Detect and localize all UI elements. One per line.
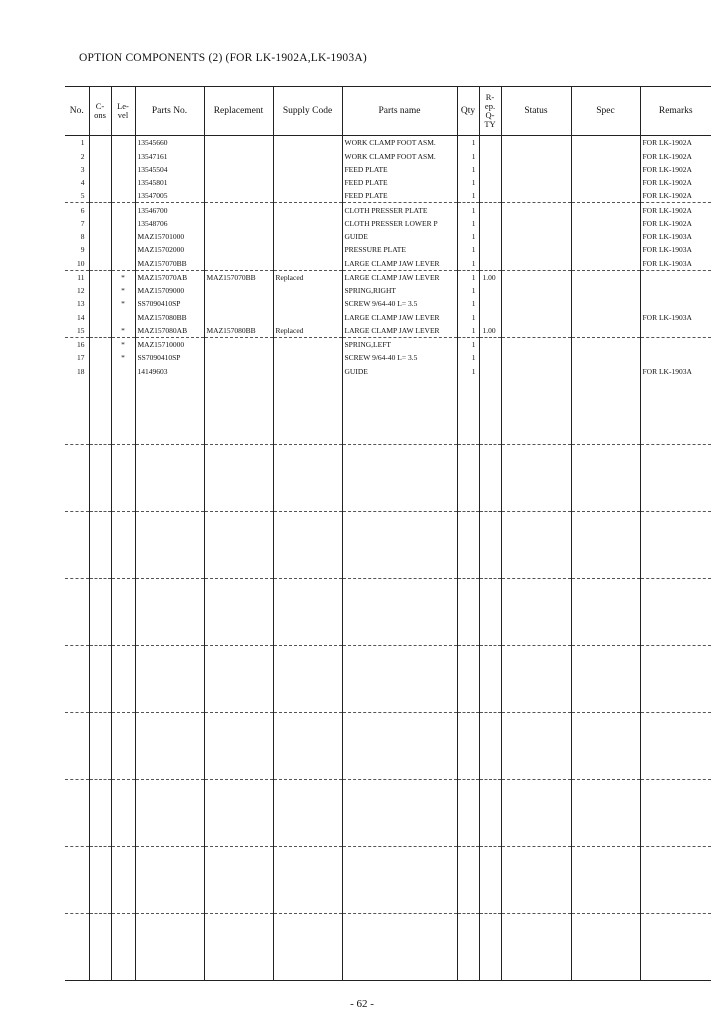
cell-status: [501, 176, 571, 189]
cell-parts-no: SS7090410SP: [135, 297, 204, 310]
cell-level: *: [111, 270, 135, 284]
cell-supply-code: [273, 364, 342, 377]
blank-block: [65, 444, 711, 511]
header-no: No.: [65, 87, 89, 136]
cell-spec: [571, 270, 640, 284]
cell-supply-code: [273, 230, 342, 243]
cell-replacement: [204, 149, 273, 162]
cell-remarks: [640, 337, 711, 351]
table-row: [65, 243, 711, 256]
cell-remarks: [640, 297, 711, 310]
cell-status: [501, 337, 571, 351]
cell-remarks: FOR LK-1902A: [640, 136, 711, 150]
cell-rep-qty: 1.00: [479, 270, 501, 284]
cell-supply-code: [273, 149, 342, 162]
cell-level: [111, 136, 135, 150]
cell-qty: 1: [457, 203, 479, 217]
table-row: [65, 217, 711, 230]
cell-spec: [571, 284, 640, 297]
cell-qty: 1: [457, 284, 479, 297]
cell-remarks: FOR LK-1902A: [640, 217, 711, 230]
cell-remarks: FOR LK-1903A: [640, 230, 711, 243]
cell-no: 8: [80, 232, 85, 241]
cell-qty: 1: [457, 364, 479, 377]
cell-qty: 1: [457, 243, 479, 256]
cell-cons: [89, 256, 111, 270]
cell-parts-no: MAZ15701000: [135, 230, 204, 243]
cell-level: [111, 176, 135, 189]
cell-rep-qty: [479, 256, 501, 270]
cell-remarks: [640, 351, 711, 364]
cell-parts-name: SPRING,LEFT: [342, 337, 457, 351]
cell-level: [111, 310, 135, 323]
cell-cons: [89, 163, 111, 176]
cell-spec: [571, 189, 640, 203]
cell-level: *: [111, 337, 135, 351]
cell-status: [501, 270, 571, 284]
cell-spec: [571, 337, 640, 351]
cell-cons: [89, 230, 111, 243]
cell-parts-no: MAZ15702000: [135, 243, 204, 256]
cell-qty: 1: [457, 230, 479, 243]
cell-spec: [571, 324, 640, 338]
cell-parts-no: MAZ157080BB: [135, 310, 204, 323]
table-row: [65, 364, 711, 377]
header-rep-qty: R- ep. Q- TY: [479, 87, 501, 136]
cell-qty: 1: [457, 324, 479, 338]
cell-replacement: [204, 337, 273, 351]
cell-rep-qty: [479, 189, 501, 203]
cell-rep-qty: [479, 297, 501, 310]
cell-spec: [571, 364, 640, 377]
header-spec: Spec: [571, 87, 640, 136]
cell-remarks: FOR LK-1903A: [640, 256, 711, 270]
header-cons: C- ons: [89, 87, 111, 136]
cell-qty: 1: [457, 351, 479, 364]
header-qty: Qty: [457, 87, 479, 136]
cell-parts-name: GUIDE: [342, 230, 457, 243]
cell-level: *: [111, 284, 135, 297]
table-row: [65, 310, 711, 323]
cell-status: [501, 136, 571, 150]
table-row: [65, 203, 711, 217]
cell-replacement: [204, 351, 273, 364]
cell-supply-code: Replaced: [273, 324, 342, 338]
header-replacement: Replacement: [204, 87, 273, 136]
cell-supply-code: [273, 243, 342, 256]
blank-block: [65, 511, 711, 578]
cell-status: [501, 310, 571, 323]
cell-replacement: [204, 297, 273, 310]
cell-cons: [89, 324, 111, 338]
cell-parts-no: MAZ157070AB: [135, 270, 204, 284]
cell-qty: 1: [457, 163, 479, 176]
cell-level: [111, 364, 135, 377]
cell-rep-qty: [479, 176, 501, 189]
header-level: Le- vel: [111, 87, 135, 136]
cell-rep-qty: [479, 351, 501, 364]
cell-level: [111, 243, 135, 256]
header-supply-code: Supply Code: [273, 87, 342, 136]
cell-level: [111, 149, 135, 162]
cell-parts-name: WORK CLAMP FOOT ASM.: [342, 136, 457, 150]
cell-parts-no: 13546700: [135, 203, 204, 217]
cell-parts-no: MAZ157080AB: [135, 324, 204, 338]
cell-cons: [89, 297, 111, 310]
cell-parts-name: CLOTH PRESSER PLATE: [342, 203, 457, 217]
cell-status: [501, 189, 571, 203]
cell-supply-code: [273, 163, 342, 176]
cell-rep-qty: [479, 284, 501, 297]
cell-cons: [89, 176, 111, 189]
cell-qty: 1: [457, 176, 479, 189]
cell-level: [111, 189, 135, 203]
cell-qty: 1: [457, 297, 479, 310]
cell-cons: [89, 364, 111, 377]
cell-supply-code: [273, 337, 342, 351]
cell-supply-code: [273, 284, 342, 297]
header-status: Status: [501, 87, 571, 136]
cell-no: 17: [77, 353, 85, 363]
cell-no: 18: [77, 366, 85, 376]
cell-status: [501, 203, 571, 217]
parts-table: [65, 86, 711, 981]
cell-cons: [89, 270, 111, 284]
cell-status: [501, 364, 571, 377]
cell-parts-name: CLOTH PRESSER LOWER P: [342, 217, 457, 230]
cell-qty: 1: [457, 270, 479, 284]
cell-replacement: [204, 163, 273, 176]
cell-level: [111, 230, 135, 243]
cell-rep-qty: [479, 203, 501, 217]
cell-replacement: [204, 189, 273, 203]
cell-rep-qty: [479, 163, 501, 176]
cell-cons: [89, 284, 111, 297]
cell-spec: [571, 256, 640, 270]
cell-status: [501, 217, 571, 230]
cell-qty: 1: [457, 256, 479, 270]
cell-no: 2: [80, 151, 85, 161]
cell-parts-no: MAZ15709000: [135, 284, 204, 297]
blank-block: [65, 378, 711, 445]
cell-no: 5: [65, 189, 89, 203]
cell-cons: [89, 136, 111, 150]
blank-block: [65, 578, 711, 645]
header-parts-name: Parts name: [342, 87, 457, 136]
cell-no: 4: [80, 178, 85, 187]
cell-parts-no: 13545660: [135, 136, 204, 150]
cell-supply-code: [273, 217, 342, 230]
cell-supply-code: Replaced: [273, 270, 342, 284]
table-row: [65, 270, 711, 284]
cell-level: *: [111, 351, 135, 364]
cell-no: 15: [65, 324, 89, 338]
table-row: [65, 297, 711, 310]
cell-rep-qty: 1.00: [479, 324, 501, 338]
cell-rep-qty: [479, 243, 501, 256]
cell-parts-no: MAZ15710000: [135, 337, 204, 351]
cell-parts-name: WORK CLAMP FOOT ASM.: [342, 149, 457, 162]
cell-cons: [89, 351, 111, 364]
blank-block: [65, 846, 711, 913]
cell-supply-code: [273, 297, 342, 310]
cell-no: 16: [77, 340, 85, 349]
table-row: [65, 136, 711, 150]
cell-qty: 1: [457, 310, 479, 323]
cell-level: [111, 203, 135, 217]
cell-status: [501, 230, 571, 243]
table-row: [65, 149, 711, 162]
cell-remarks: FOR LK-1903A: [640, 243, 711, 256]
cell-parts-name: GUIDE: [342, 364, 457, 377]
cell-status: [501, 351, 571, 364]
cell-cons: [89, 149, 111, 162]
table-row: [65, 256, 711, 270]
cell-replacement: [204, 203, 273, 217]
cell-supply-code: [273, 310, 342, 323]
cell-replacement: [204, 176, 273, 189]
blank-block: [65, 779, 711, 846]
cell-no: 1: [80, 138, 85, 148]
cell-replacement: MAZ157070BB: [204, 270, 273, 284]
cell-no: 10: [65, 256, 89, 270]
cell-replacement: [204, 230, 273, 243]
cell-cons: [89, 243, 111, 256]
cell-status: [501, 324, 571, 338]
cell-no: 3: [80, 164, 85, 174]
cell-cons: [89, 203, 111, 217]
cell-remarks: FOR LK-1903A: [640, 310, 711, 323]
cell-qty: 1: [457, 189, 479, 203]
cell-status: [501, 149, 571, 162]
header-parts-no: Parts No.: [135, 87, 204, 136]
cell-spec: [571, 297, 640, 310]
cell-level: [111, 217, 135, 230]
cell-no: 12: [77, 286, 85, 295]
cell-parts-no: 13547005: [135, 189, 204, 203]
cell-spec: [571, 351, 640, 364]
cell-status: [501, 256, 571, 270]
cell-status: [501, 297, 571, 310]
cell-parts-name: LARGE CLAMP JAW LEVER: [342, 270, 457, 284]
cell-remarks: FOR LK-1902A: [640, 189, 711, 203]
cell-replacement: [204, 364, 273, 377]
cell-rep-qty: [479, 337, 501, 351]
cell-parts-name: FEED PLATE: [342, 163, 457, 176]
cell-remarks: [640, 324, 711, 338]
cell-spec: [571, 243, 640, 256]
cell-parts-no: 13548706: [135, 217, 204, 230]
header-remarks: Remarks: [640, 87, 711, 136]
cell-no: 9: [80, 245, 85, 255]
cell-replacement: [204, 243, 273, 256]
cell-replacement: [204, 136, 273, 150]
blank-block: [65, 913, 711, 980]
cell-spec: [571, 176, 640, 189]
cell-parts-name: FEED PLATE: [342, 189, 457, 203]
cell-replacement: [204, 217, 273, 230]
cell-spec: [571, 230, 640, 243]
cell-supply-code: [273, 136, 342, 150]
cell-qty: 1: [457, 149, 479, 162]
cell-replacement: [204, 310, 273, 323]
cell-level: [111, 163, 135, 176]
cell-level: *: [111, 297, 135, 310]
cell-supply-code: [273, 351, 342, 364]
table-row: [65, 284, 711, 297]
table-row: [65, 230, 711, 243]
cell-replacement: [204, 256, 273, 270]
page-number: - 62 -: [350, 998, 374, 1010]
cell-cons: [89, 217, 111, 230]
cell-qty: 1: [457, 217, 479, 230]
cell-spec: [571, 203, 640, 217]
cell-remarks: FOR LK-1902A: [640, 203, 711, 217]
cell-parts-name: PRESSURE PLATE: [342, 243, 457, 256]
cell-remarks: [640, 270, 711, 284]
cell-supply-code: [273, 189, 342, 203]
cell-no: 6: [80, 205, 85, 215]
cell-qty: 1: [457, 337, 479, 351]
cell-spec: [571, 163, 640, 176]
table-row: [65, 189, 711, 203]
cell-supply-code: [273, 203, 342, 217]
cell-parts-name: SCREW 9/64-40 L= 3.5: [342, 297, 457, 310]
table-row: [65, 324, 711, 338]
cell-parts-no: 14149603: [135, 364, 204, 377]
cell-parts-no: SS7090410SP: [135, 351, 204, 364]
cell-remarks: FOR LK-1903A: [640, 364, 711, 377]
cell-replacement: MAZ157080BB: [204, 324, 273, 338]
cell-spec: [571, 310, 640, 323]
cell-rep-qty: [479, 230, 501, 243]
cell-rep-qty: [479, 364, 501, 377]
cell-spec: [571, 217, 640, 230]
cell-status: [501, 284, 571, 297]
cell-parts-name: LARGE CLAMP JAW LEVER: [342, 256, 457, 270]
cell-rep-qty: [479, 310, 501, 323]
table-row: [65, 337, 711, 351]
page-title: OPTION COMPONENTS (2) (FOR LK-1902A,LK-1903A): [79, 52, 367, 64]
cell-remarks: FOR LK-1902A: [640, 176, 711, 189]
cell-parts-no: 13547161: [135, 149, 204, 162]
cell-supply-code: [273, 256, 342, 270]
cell-parts-name: LARGE CLAMP JAW LEVER: [342, 310, 457, 323]
cell-no: 13: [77, 299, 85, 309]
cell-rep-qty: [479, 149, 501, 162]
cell-status: [501, 243, 571, 256]
cell-spec: [571, 149, 640, 162]
table-header: [65, 87, 711, 136]
cell-spec: [571, 136, 640, 150]
cell-parts-name: SCREW 9/64-40 L= 3.5: [342, 351, 457, 364]
cell-parts-name: SPRING,RIGHT: [342, 284, 457, 297]
cell-no: 7: [80, 218, 85, 228]
cell-remarks: FOR LK-1902A: [640, 163, 711, 176]
cell-rep-qty: [479, 217, 501, 230]
table-row: [65, 163, 711, 176]
cell-qty: 1: [457, 136, 479, 150]
cell-level: [111, 256, 135, 270]
cell-status: [501, 163, 571, 176]
cell-cons: [89, 337, 111, 351]
cell-parts-name: LARGE CLAMP JAW LEVER: [342, 324, 457, 338]
cell-level: *: [111, 324, 135, 338]
blank-block: [65, 645, 711, 712]
cell-parts-no: 13545504: [135, 163, 204, 176]
cell-parts-no: MAZ157070BB: [135, 256, 204, 270]
cell-rep-qty: [479, 136, 501, 150]
table-row: [65, 351, 711, 364]
cell-supply-code: [273, 176, 342, 189]
blank-block: [65, 712, 711, 779]
cell-remarks: [640, 284, 711, 297]
cell-remarks: FOR LK-1902A: [640, 149, 711, 162]
cell-parts-name: FEED PLATE: [342, 176, 457, 189]
cell-no: 11: [77, 272, 85, 282]
cell-no: 14: [77, 312, 85, 322]
cell-parts-no: 13545801: [135, 176, 204, 189]
cell-cons: [89, 310, 111, 323]
table-row: [65, 176, 711, 189]
cell-replacement: [204, 284, 273, 297]
cell-cons: [89, 189, 111, 203]
